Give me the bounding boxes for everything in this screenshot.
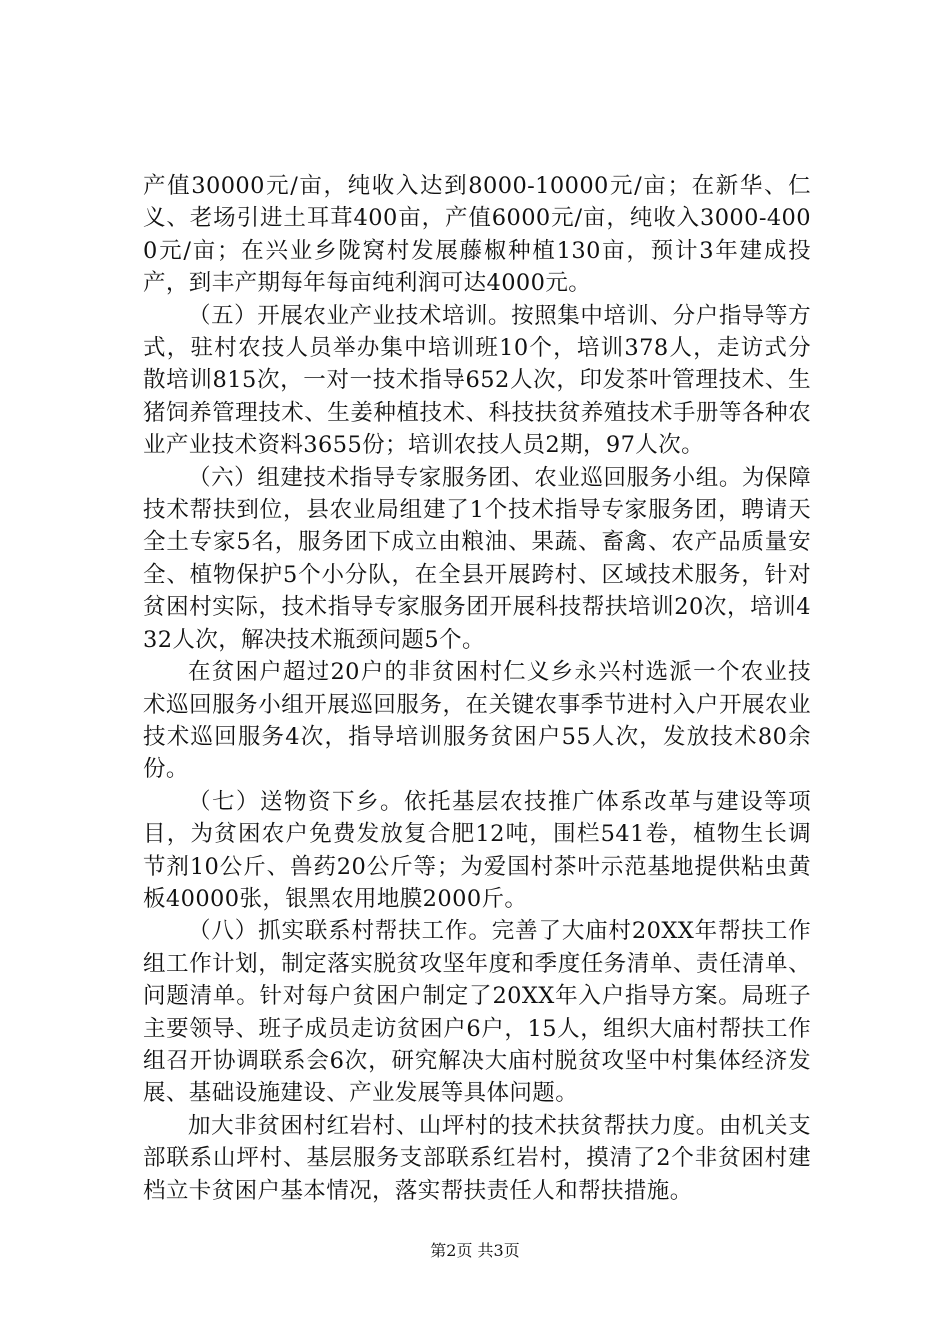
paragraph-section-6: （六）组建技术指导专家服务团、农业巡回服务小组。为保障技术帮扶到位，县农业局组建了1个技术指导专家服务团，聘请天全土专家5名，服务团下成立由粮油、果蔬、畜禽、农产品质量安全、植物保护5个小分队，在全县开展跨村、区域技术服务，针对贫困村实际，技术指导专家服务团开展科技帮扶培训20次，培训432人次，解决技术瓶颈问题5个。 [143,464,811,653]
paragraph-section-5: （五）开展农业产业技术培训。按照集中培训、分户指导等方式，驻村农技人员举办集中培训班10个，培训378人，走访式分散培训815次，一对一技术指导652人次，印发茶叶管理技术、生猪饲养管理技术、生姜种植技术、科技扶贫养殖技术手册等各种农业产业技术资料3655份；培训农技人员2期，97人次。 [143,302,811,459]
document-body [143,170,811,1207]
paragraph-section-6-detail: 在贫困户超过20户的非贫困村仁义乡永兴村选派一个农业技术巡回服务小组开展巡回服务，在关键农事季节进村入户开展农业技术巡回服务4次，指导培训服务贫困户55人次，发放技术80余份。 [143,659,811,783]
page-footer: 第2页 共3页 [430,1241,520,1260]
paragraph-section-8-detail: 加大非贫困村红岩村、山坪村的技术扶贫帮扶力度。由机关支部联系山坪村、基层服务支部联系红岩村，摸清了2个非贫困村建档立卡贫困户基本情况，落实帮扶责任人和帮扶措施。 [143,1112,811,1204]
paragraph-section-7: （七）送物资下乡。依托基层农技推广体系改革与建设等项目，为贫困农户免费发放复合肥12吨，围栏541卷，植物生长调节剂10公斤、兽药20公斤等；为爱国村茶叶示范基地提供粘虫黄板40000张，银黑农用地膜2000斤。 [143,788,811,912]
paragraph-section-8: （八）抓实联系村帮扶工作。完善了大庙村20XX年帮扶工作组工作计划，制定落实脱贫攻坚年度和季度任务清单、责任清单、问题清单。针对每户贫困户制定了20XX年入户指导方案。局班子主要领导、班子成员走访贫困户6户，15人，组织大庙村帮扶工作组召开协调联系会6次，研究解决大庙村脱贫攻坚中村集体经济发展、基础设施建设、产业发展等具体问题。 [143,918,811,1107]
paragraph-continuation: 产值30000元/亩，纯收入达到8000-10000元/亩；在新华、仁义、老场引进土耳茸400亩，产值6000元/亩，纯收入3000-4000元/亩；在兴业乡陇窝村发展藤椒种植130亩，预计3年建成投产，到丰产期每年每亩纯利润可达4000元。 [143,173,811,297]
